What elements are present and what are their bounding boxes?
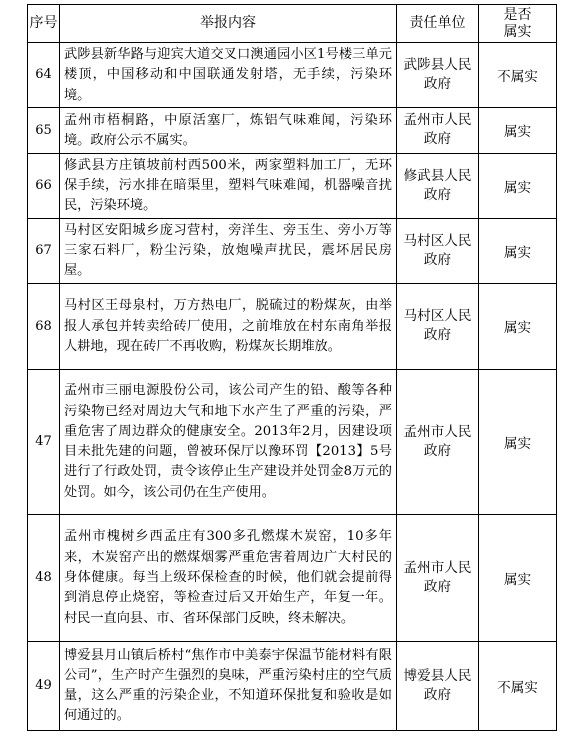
row-content: 孟州市三丽电源股份公司，该公司产生的铅、酸等各种污染物已经对周边大气和地下水产生了严重的污染，严重危害了周边群众的健康安全。2013年2月，因建设项目未批先建的问题，曾被环保厅以豫环罚【2013】5号进行了行政处罚，责令该停止生产建设并处罚金8万元的处罚。如今，该公司仍在生产使用。 [60,369,397,514]
row-fact: 属实 [479,369,557,514]
header-no: 序号 [28,5,60,43]
row-unit: 孟州市人民政府 [397,107,479,153]
row-content: 孟州市梧桐路，中原活塞厂，炼铝气味难闻，污染环境。政府公示不属实。 [60,107,397,153]
row-no: 64 [28,43,60,108]
table-row [28,283,557,369]
row-fact: 不属实 [479,641,557,730]
row-fact: 属实 [479,218,557,283]
row-unit: 孟州市人民政府 [397,369,479,514]
row-no: 67 [28,218,60,283]
row-content: 孟州市槐树乡西孟庄有300多孔燃煤木炭窑，10多年来，木炭窑产出的燃煤烟雾严重危害着周边广大村民的身体健康。每当上级环保检查的时候，他们就会提前得到消息停止烧窑，等检查过后又开始生产，年复一年。村民一直向县、市、省环保部门反映，终未解决。 [60,514,397,641]
header-fact: 是否属实 [479,5,557,43]
table-row [28,43,557,108]
row-fact: 属实 [479,283,557,369]
row-unit: 博爱县人民政府 [397,641,479,730]
table-row [28,369,557,514]
table-row [28,514,557,641]
table-row [28,107,557,153]
row-no: 47 [28,369,60,514]
row-unit: 孟州市人民政府 [397,514,479,641]
row-content: 博爱县月山镇后桥村“焦作市中美泰宇保温节能材料有限公司”，生产时产生强烈的臭味，严重污染村庄的空气质量，这么严重的污染企业，不知道环保批复和验收是如何通过的。 [60,641,397,730]
table-row [28,641,557,730]
row-unit: 武陟县人民政府 [397,43,479,108]
row-fact: 属实 [479,153,557,218]
row-unit: 马村区人民政府 [397,218,479,283]
table-row [28,218,557,283]
row-content: 武陟县新华路与迎宾大道交叉口澳通园小区1号楼三单元楼顶，中国移动和中国联通发射塔，无手续，污染环境。 [60,43,397,108]
row-no: 68 [28,283,60,369]
row-content: 马村区安阳城乡庞习营村，旁洋生、旁玉生、旁小万等三家石料厂，粉尘污染，放炮噪声扰民，震坏居民房屋。 [60,218,397,283]
complaint-table [27,4,557,731]
table-header-row [28,5,557,43]
row-fact: 属实 [479,107,557,153]
row-content: 马村区王母泉村，万方热电厂，脱硫过的粉煤灰，由举报人承包并转卖给砖厂使用，之前堆放在村东南角举报人耕地，现在砖厂不再收购，粉煤灰长期堆放。 [60,283,397,369]
row-no: 48 [28,514,60,641]
header-content: 举报内容 [60,5,397,43]
row-no: 66 [28,153,60,218]
row-unit: 马村区人民政府 [397,283,479,369]
row-fact: 不属实 [479,43,557,108]
table-row [28,153,557,218]
header-unit: 责任单位 [397,5,479,43]
row-no: 65 [28,107,60,153]
row-fact: 属实 [479,514,557,641]
row-content: 修武县方庄镇坡前村西500米，两家塑料加工厂，无环保手续，污水排在暗渠里，塑料气味难闻，机器噪音扰民，污染环境。 [60,153,397,218]
row-no: 49 [28,641,60,730]
row-unit: 修武县人民政府 [397,153,479,218]
